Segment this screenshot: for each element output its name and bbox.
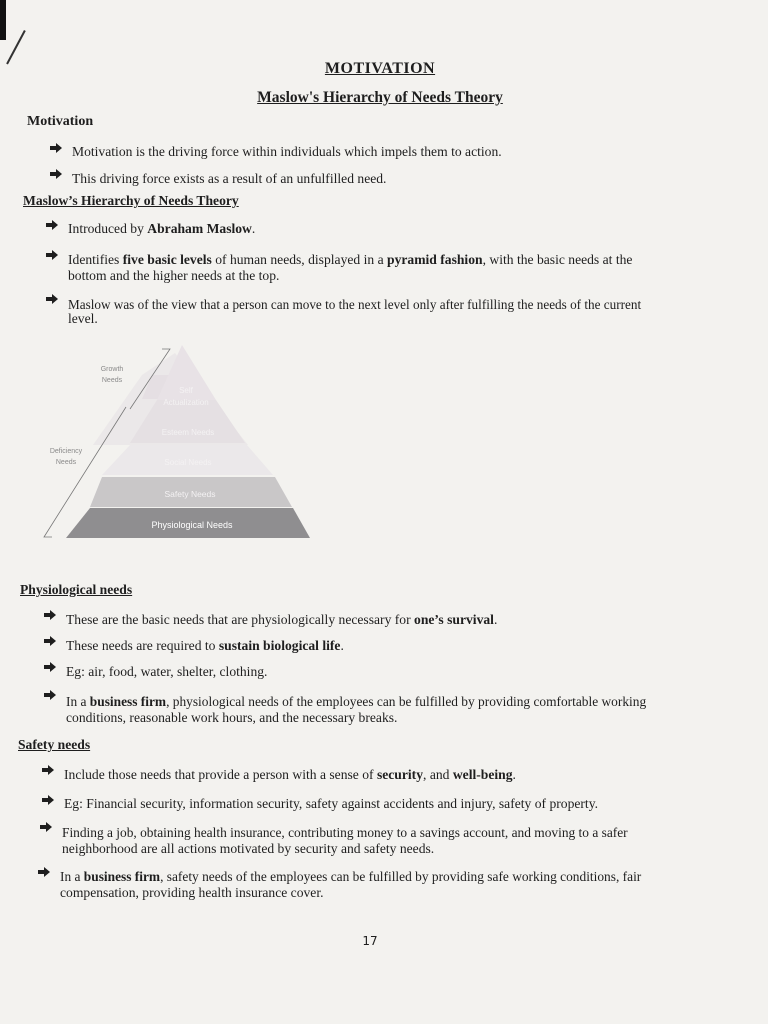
physiological-bullet-4-line2: conditions, reasonable work hours, and the necessary breaks.: [66, 710, 398, 725]
physiological-bullet-3: Eg: air, food, water, shelter, clothing.: [66, 664, 268, 679]
level-social-label: Social Needs: [164, 458, 212, 467]
growth-needs-label-1: Growth: [100, 366, 124, 373]
page-subtitle: Maslow's Hierarchy of Needs Theory: [257, 89, 503, 106]
maslow-bullet-1: Introduced by Abraham Maslow.: [68, 221, 256, 236]
maslow-bullet-2: Identifies five basic levels of human needs, displayed in a pyramid fashion, with the basic needs at the: [68, 252, 633, 267]
physiological-bullet-1: These are the basic needs that are physiologically necessary for one’s survival.: [66, 612, 498, 627]
safety-heading: Safety needs: [18, 737, 91, 752]
physiological-bullet-4: In a business firm, physiological needs of the employees can be fulfilled by providing comfortable working: [66, 694, 647, 709]
safety-bullet-3: Finding a job, obtaining health insurance, contributing money to a savings account, and moving to a safer: [62, 825, 628, 840]
level-safety-label: Safety Needs: [164, 489, 216, 499]
deficiency-needs-label-1: Deficiency: [49, 448, 83, 455]
deficiency-needs-label-2: Needs: [55, 459, 77, 466]
level-esteem-label: Esteem Needs: [161, 428, 215, 437]
motivation-bullet-1: Motivation is the driving force within individuals which impels them to action.: [72, 144, 502, 159]
maslow-pyramid-figure: [40, 345, 315, 545]
level-physiological-label: Physiological Needs: [151, 520, 233, 530]
physiological-heading: Physiological needs: [20, 582, 133, 597]
page-title: MOTIVATION: [324, 60, 436, 77]
safety-bullet-2: Eg: Financial security, information security, safety against accidents and injury, safety of property.: [64, 796, 599, 811]
safety-bullet-4-line2: compensation, providing health insurance cover.: [60, 885, 324, 900]
maslow-bullet-2-line2: bottom and the higher needs at the top.: [68, 268, 280, 283]
level-self-label-1: Self: [179, 386, 193, 395]
growth-needs-label-2: Needs: [101, 377, 123, 384]
maslow-bullet-3: Maslow was of the view that a person can move to the next level only after fulfilling the needs of the current: [68, 297, 642, 312]
page-edge-shadow: [0, 0, 6, 40]
maslow-heading: Maslow’s Hierarchy of Needs Theory: [23, 193, 239, 208]
safety-bullet-3-line2: neighborhood are all actions motivated by security and safety needs.: [62, 841, 435, 856]
safety-bullet-1: Include those needs that provide a person with a sense of security, and well-being.: [64, 767, 516, 782]
motivation-heading: Motivation: [27, 114, 94, 129]
safety-bullet-4: In a business firm, safety needs of the employees can be fulfilled by providing safe working conditions, fair: [60, 869, 642, 884]
page-number: 17: [362, 934, 378, 948]
motivation-bullet-2: This driving force exists as a result of an unfulfilled need.: [72, 171, 387, 186]
level-self-label-2: Actualization: [163, 398, 209, 407]
maslow-bullet-3-line2: level.: [68, 311, 98, 326]
physiological-bullet-2: These needs are required to sustain biological life.: [66, 638, 344, 653]
